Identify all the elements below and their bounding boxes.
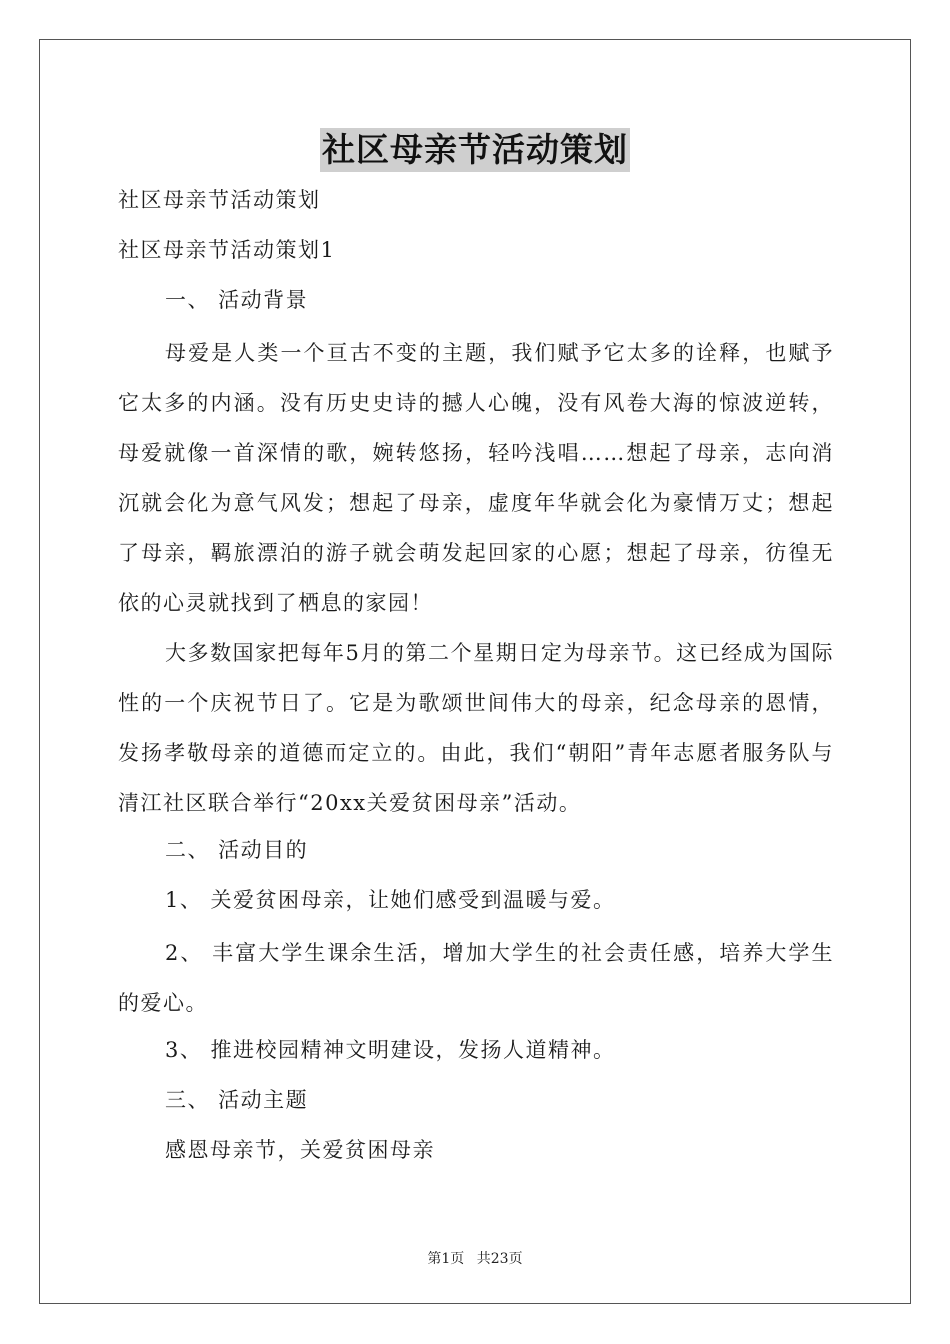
page-number: 第1页 [427,1251,465,1267]
page-footer [0,1248,950,1268]
paragraph-background: 母爱是人类一个亘古不变的主题，我们赋予它太多的诠释，也赋予它太多的内涵。没有历史史诗的撼人心魄，没有风卷大海的惊波逆转，母爱就像一首深情的歌，婉转悠扬，轻吟浅唱……想起了母亲，志向消沉就会化为意气风发；想起了母亲，虚度年华就会化为豪情万丈；想起了母亲，羁旅漂泊的游子就会萌发起回家的心愿；想起了母亲，彷徨无依的心灵就找到了栖息的家园！ [118,341,834,615]
page-total: 共23页 [476,1251,523,1267]
document-body [118,178,834,1178]
title-container [0,128,950,172]
theme-text: 感恩母亲节，关爱贫困母亲 [165,1138,435,1162]
subtitle: 社区母亲节活动策划 [118,188,321,212]
section-title: 社区母亲节活动策划1 [118,238,336,262]
heading-background: 一、 活动背景 [165,288,309,312]
document-title: 社区母亲节活动策划 [320,128,630,172]
purpose-item-2: 2、 丰富大学生课余生活，增加大学生的社会责任感，培养大学生的爱心。 [118,941,834,1015]
purpose-item-3: 3、 推进校园精神文明建设，发扬人道精神。 [165,1038,616,1062]
heading-theme: 三、 活动主题 [165,1088,309,1112]
heading-purpose: 二、 活动目的 [165,838,309,862]
paragraph-mothers-day: 大多数国家把每年5月的第二个星期日定为母亲节。这已经成为国际性的一个庆祝节日了。它是为歌颂世间伟大的母亲，纪念母亲的恩情，发扬孝敬母亲的道德而定立的。由此，我们“朝阳”青年志愿者服务队与清江社区联合举行“20xx关爱贫困母亲”活动。 [118,641,834,815]
purpose-item-1: 1、 关爱贫困母亲，让她们感受到温暖与爱。 [165,888,616,912]
